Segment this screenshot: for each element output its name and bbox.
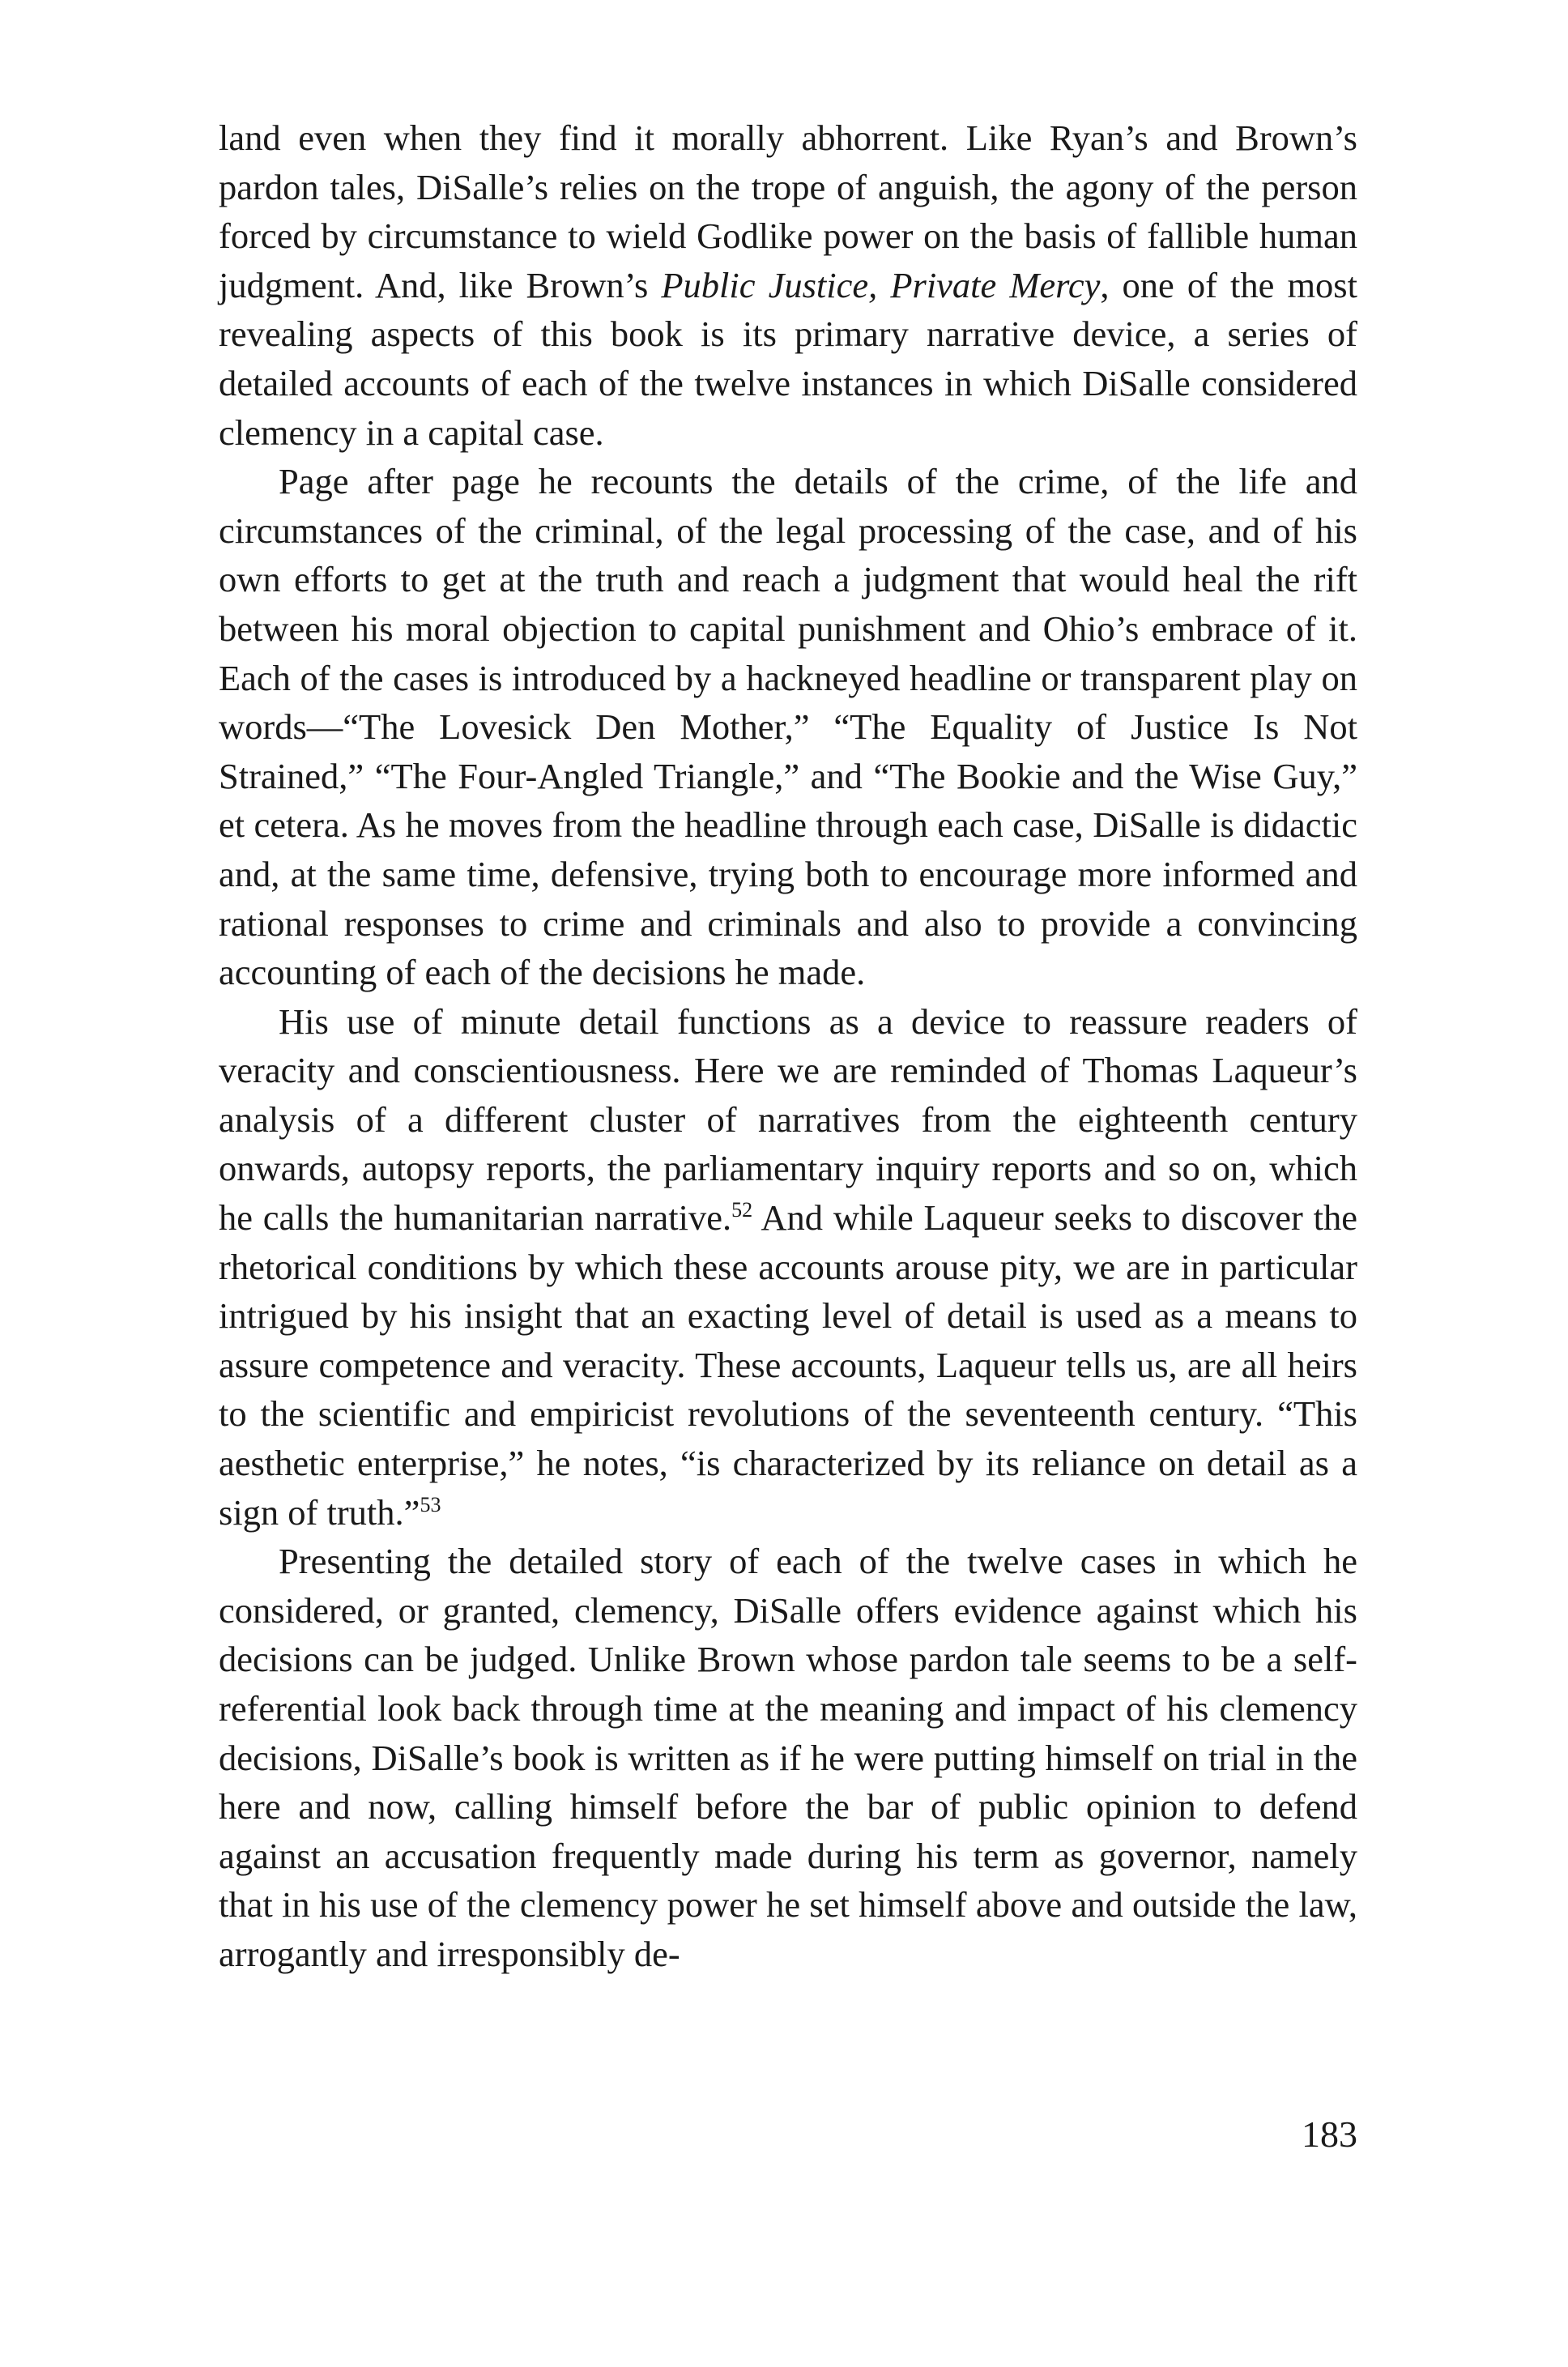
text-segment: His use of minute detail functions as a device to reassure readers of veracity and conscientiousness. Here we are reminded of Thomas Laqueur’s analysis of a different cluster of narratives from the eighteenth century onwards, autopsy reports, the parliamentary inquiry reports and so on, which he calls the humanitarian narrative. [219,1000,1357,1239]
body-text [219,113,1357,1979]
text-segment: Page after page he recounts the details of the crime, of the life and circumstances of the criminal, of the legal processing of the case, and of his own efforts to get at the truth and reach a judgment that would heal the rift between his moral objection to capital punishment and Ohio’s embrace of it. Each of the cases is introduced by a hackneyed headline or transparent play on words—“The Lovesick Den Mother,” “The Equality of Justice Is Not Strained,” “The Four-Angled Triangle,” and “The Bookie and the Wise Guy,” et cetera. As he moves from the headline through each case, DiSalle is didactic and, at the same time, defensive, trying both to encourage more informed and rational responses to crime and criminals and also to provide a convincing accounting of each of the decisions he made. [219,461,1357,993]
text-segment: , one of the most revealing aspects of this book is its primary narrative device, a series of detailed accounts of each of the twelve instances in which DiSalle considered clemency in a capital case. [219,264,1357,453]
paragraph [219,997,1357,1537]
footnote-marker: 53 [420,1492,441,1516]
italic-title: Public Justice, Private Mercy [661,264,1101,305]
paragraph [219,457,1357,997]
footnote-marker: 52 [731,1198,753,1222]
page-number: 183 [1302,2113,1357,2155]
text-segment: land even when they find it morally abhorrent. Like Ryan’s and Brown’s pardon tales, DiSalle’s relies on the trope of anguish, the agony of the person forced by circumstance to wield Godlike power on the basis of fallible human judgment. And, like Brown’s [219,117,1357,305]
text-segment: And while Laqueur seeks to discover the rhetorical conditions by which these accounts arouse pity, we are in particular intrigued by his insight that an exacting level of detail is used as a means to assure competence and veracity. These accounts, Laqueur tells us, are all heirs to the scientific and empiricist revolutions of the seventeenth century. “This aesthetic enterprise,” he notes, “is characterized by its reliance on detail as a sign of truth.” [219,1197,1357,1533]
paragraph [219,1537,1357,1978]
text-segment: Presenting the detailed story of each of the twelve cases in which he considered, or granted, clemency, DiSalle offers evidence against which his decisions can be judged. Unlike Brown whose pardon tale seems to be a self-referential look back through time at the meaning and impact of his clemency decisions, DiSalle’s book is written as if he were putting himself on trial in the here and now, calling himself before the bar of public opinion to defend against an accusation frequently made during his term as governor, namely that in his use of the clemency power he set himself above and outside the law, arrogantly and irresponsibly de- [219,1541,1357,1974]
paragraph [219,113,1357,457]
